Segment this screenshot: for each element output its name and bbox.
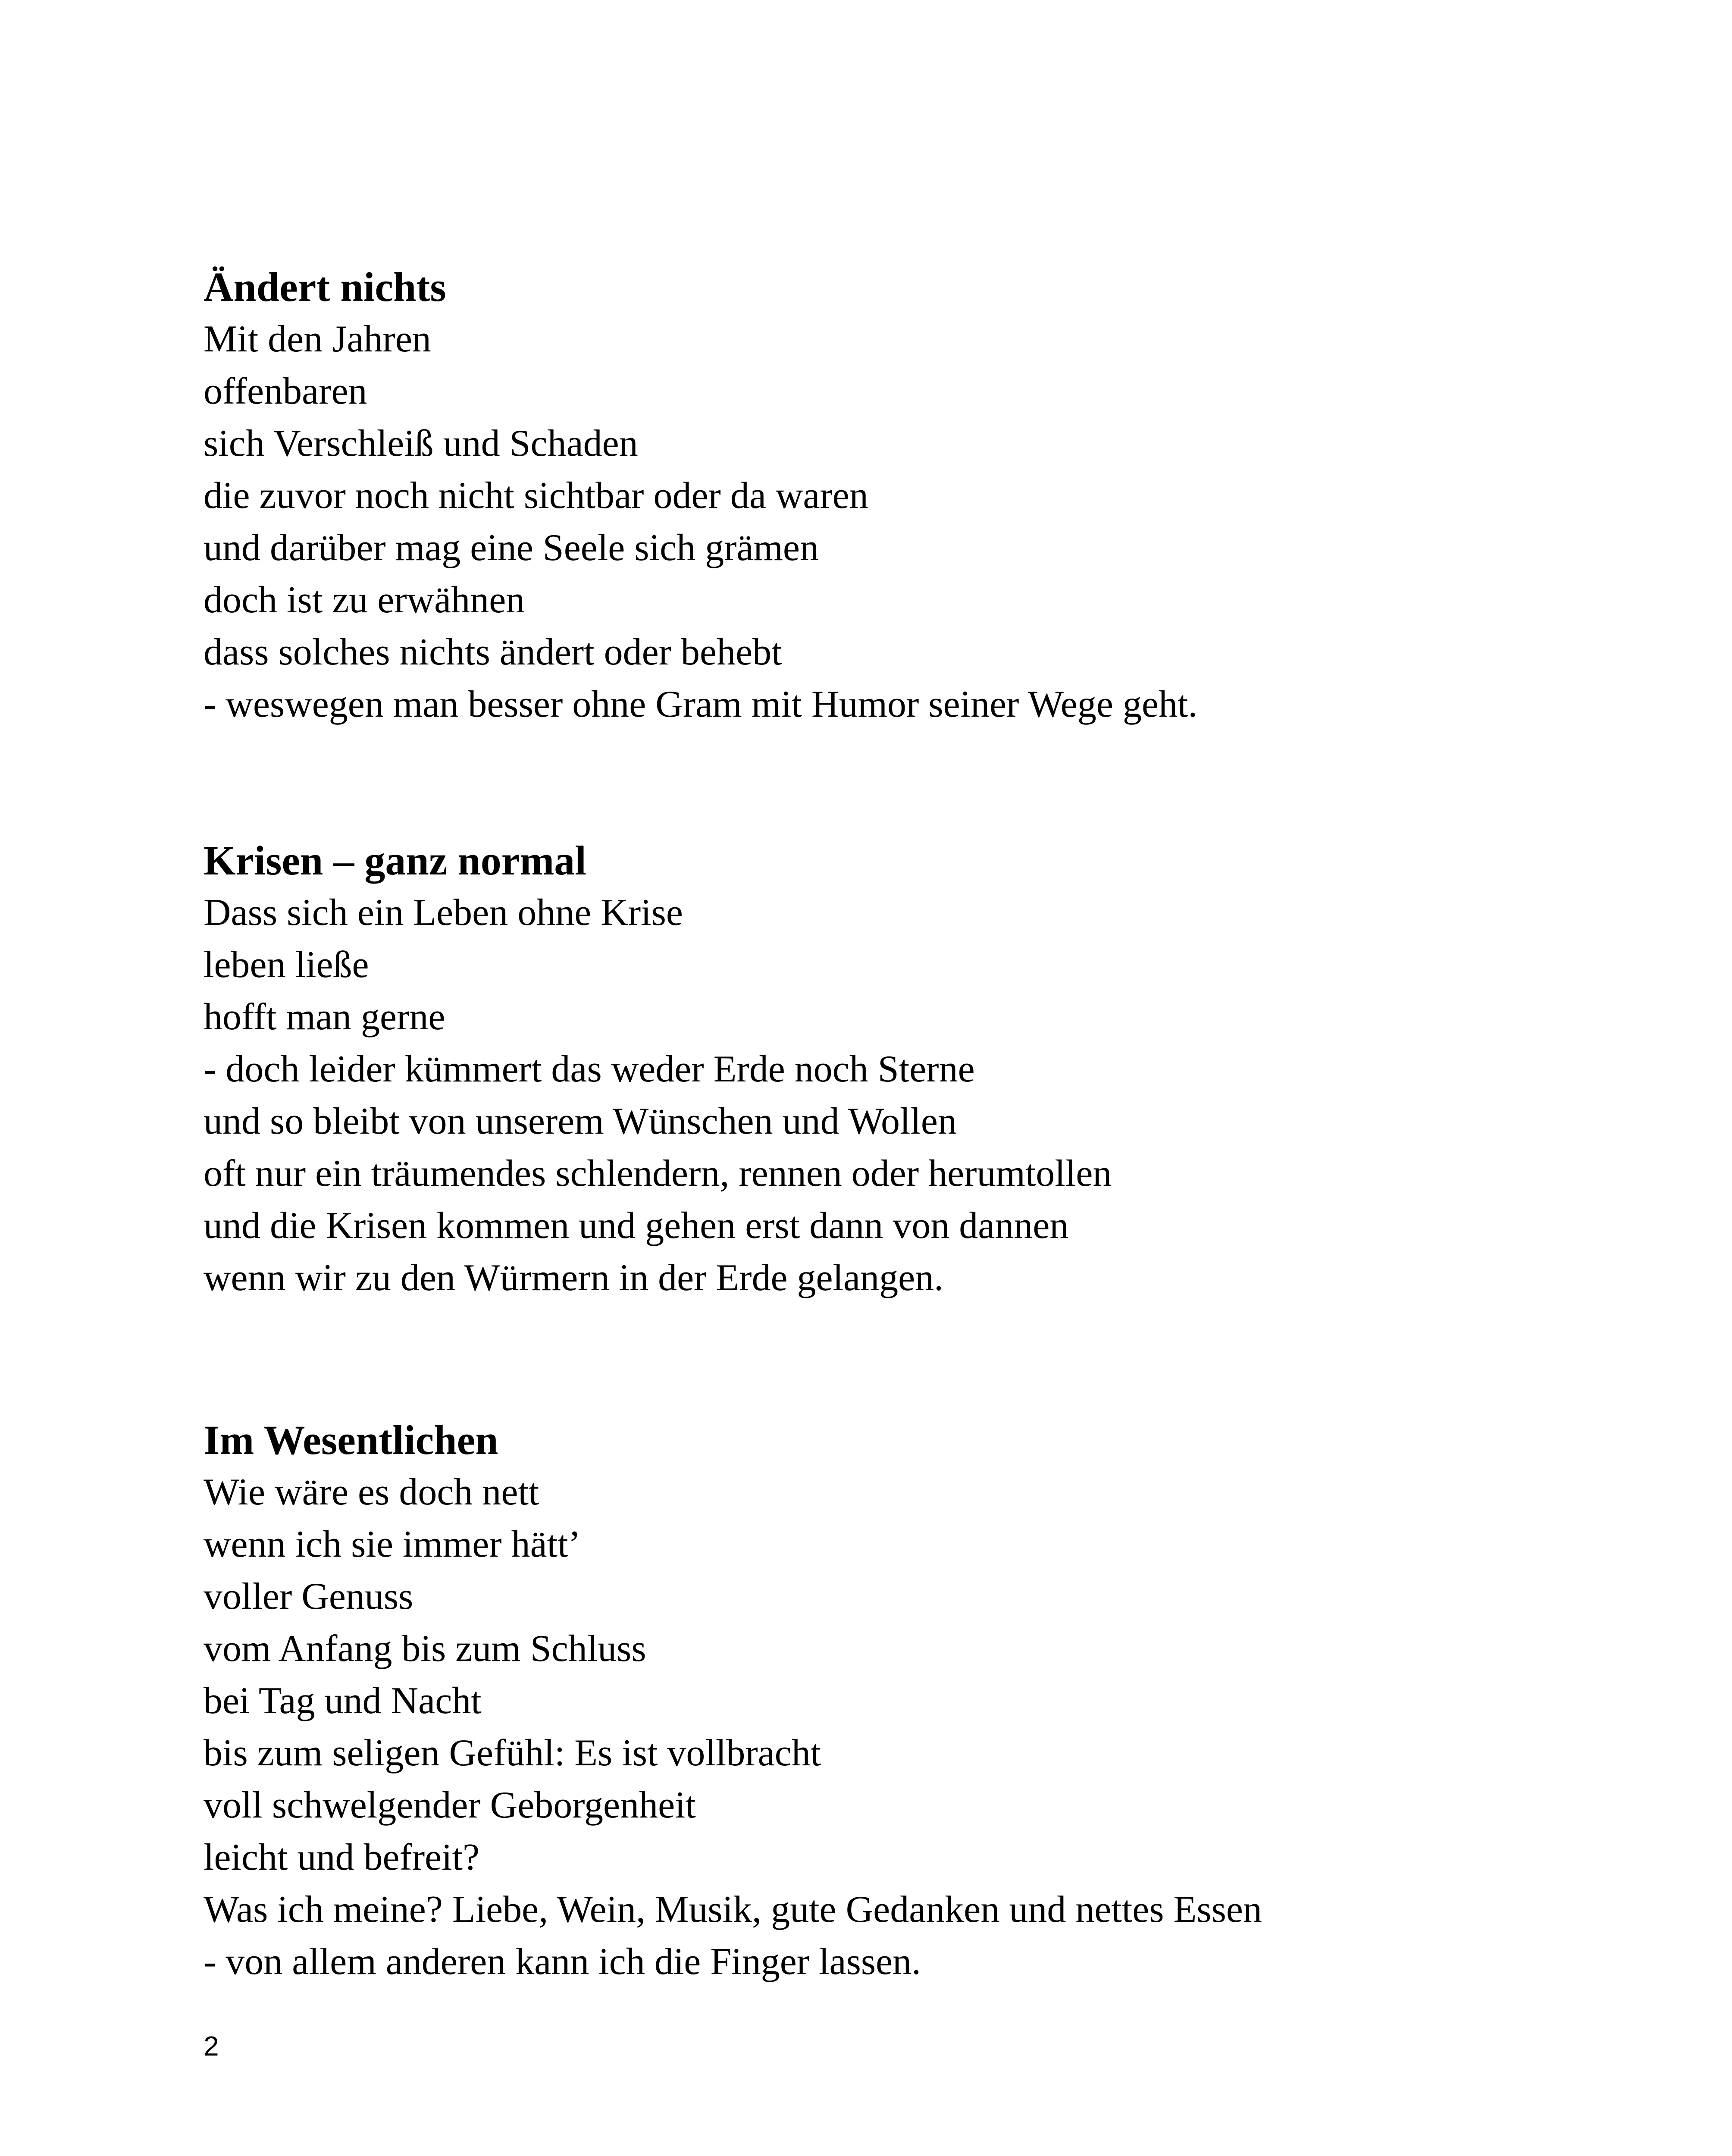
poem-line: vom Anfang bis zum Schluss (204, 1628, 646, 1670)
poem-title: Im Wesentlichen (204, 1417, 498, 1463)
poem-lines (204, 887, 1626, 1304)
poem-line: - doch leider kümmert das weder Erde noch Sterne (204, 1048, 975, 1090)
poem-line: oft nur ein träumendes schlendern, rennen oder herumtollen (204, 1153, 1112, 1194)
poem-line: sich Verschleiß und Schaden (204, 423, 638, 464)
poem-im-wesentlichen (204, 1414, 1626, 1988)
poem-line: - weswegen man besser ohne Gram mit Humor seiner Wege geht. (204, 683, 1198, 725)
poem-line: doch ist zu erwähnen (204, 579, 525, 621)
poem-line: offenbaren (204, 370, 367, 412)
poem-line: wenn ich sie immer hätt’ (204, 1523, 581, 1565)
poem-line: Was ich meine? Liebe, Wein, Musik, gute Gedanken und nettes Essen (204, 1889, 1262, 1930)
poem-line: Dass sich ein Leben ohne Krise (204, 892, 683, 934)
poem-line: Wie wäre es doch nett (204, 1471, 539, 1513)
poem-lines (204, 1466, 1626, 1988)
poem-title: Ändert nichts (204, 264, 446, 310)
poem-line: voller Genuss (204, 1576, 413, 1617)
poem-title: Krisen – ganz normal (204, 837, 586, 884)
poem-line: leicht und befreit? (204, 1836, 480, 1878)
poem-line: voll schwelgender Geborgenheit (204, 1784, 696, 1826)
poem-andert-nichts (204, 261, 1626, 730)
poem-line: und darüber mag eine Seele sich grämen (204, 527, 819, 569)
poem-line: bei Tag und Nacht (204, 1680, 482, 1722)
poem-line: Mit den Jahren (204, 318, 431, 360)
poem-lines (204, 313, 1626, 730)
poem-krisen-ganz-normal (204, 834, 1626, 1304)
poem-line: bis zum seligen Gefühl: Es ist vollbracht (204, 1732, 821, 1774)
poem-line: wenn wir zu den Würmern in der Erde gelangen. (204, 1257, 944, 1299)
poem-line: hofft man gerne (204, 996, 445, 1038)
poem-line: - von allem anderen kann ich die Finger lassen. (204, 1941, 921, 1983)
page-number: 2 (204, 2031, 219, 2062)
poem-line: und die Krisen kommen und gehen erst dann von dannen (204, 1205, 1069, 1247)
poem-line: leben ließe (204, 944, 369, 986)
poem-line: und so bleibt von unserem Wünschen und Wollen (204, 1100, 957, 1142)
poem-line: die zuvor noch nicht sichtbar oder da waren (204, 475, 868, 517)
poem-line: dass solches nichts ändert oder behebt (204, 631, 782, 673)
